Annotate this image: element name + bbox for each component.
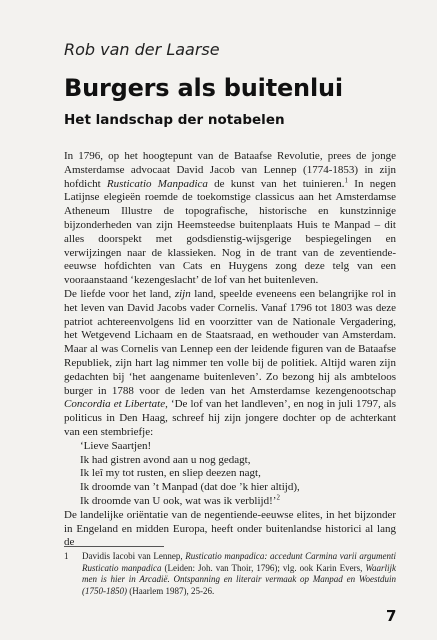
footnote-number: 1 [64,551,69,561]
poem-line: Ik droomde van U ook, wat was ik verblijd!’$^2$ [80,493,280,507]
author-name: Rob van der Laarse [64,40,220,59]
emphasis: zijn [174,287,191,300]
footnote-ref: 1 [344,175,349,184]
footnote-ref: 2 [276,493,280,502]
footnote [64,551,396,597]
footnote-divider [64,546,164,547]
chapter-title: Burgers als buitenlui [64,74,343,102]
work-title: Rusticatio Manpadica [106,177,208,190]
paragraph-3: De landelijke oriëntatie van de negentiende-eeuwse elites, in het bijzonder in Engeland en midden Europa, heeft onder buitenlandse historici al lang de [64,508,396,549]
paragraph-1: In 1796, op het hoogtepunt van de Bataafse Revolutie, prees de jonge Amsterdamse advocaat David Jacob van Lennep (1774-1853) in zijn hofdicht Rusticatio Manpadica de kunst van het tuinieren.$^1$ In negen Latijnse elegieën roemde de toekomstige classicus aan het Amsterdamse Atheneum Illustre de topografische, historische en kunstzinnige bijzonderheden van zijn Heemsteedse buitenplaats Huis te Manpad – dit alles doorspekt met godsdienstig-wijsgerige bespiegelingen en verwijzingen naar de klassieken. Nog in de trant van de zeventiende-eeuwse hofdichten van Cats en Huygens zong deze telg van een vooraanstaand ‘kezengeslacht’ de lof van het buitenleven. [64,150,396,287]
chapter-subtitle: Het landschap der notabelen [64,112,285,128]
society-name: Concordia et Libertate [64,398,166,411]
poem-quote [64,440,396,509]
page-number: 7 [386,607,397,625]
body-text [64,150,396,550]
poem-line: Ik had gistren avond aan u nog gedagt, [80,453,251,466]
paragraph-2: De liefde voor het land, zijn land, speelde eveneens een belangrijke rol in het leven van David Jacobs vader Cornelis. Vanaf 1796 tot 1803 was deze patriot achtereenvolgens lid en voorzitter van de Nationale Vergadering, het Wetgevend Lichaam en de Staatsraad, en wethouder van Amsterdam. Maar al was Cornelis van Lennep een der leidende figuren van de Bataafse Republiek, zijn hart lag nimmer ten volle bij de politiek. Altijd waren zijn gedachten bij ‘het aangename buitenleven’. Zo bezong hij als ambteloos burger in 1788 voor de leden van het Amsterdamse kezengenootschap Concordia et Libertate, ‘De lof van het landleven’, en nog in juli 1797, als politicus in Den Haag, schreef hij zijn jongere dochter op de achterkant van een stembriefje: [64,287,397,438]
poem-line: Ik droomde van ’t Manpad (dat doe ’k hier altijd), [80,481,300,494]
poem-line: ‘Lieve Saartjen! [80,439,152,452]
footnote-text: Davidis Iacobi van Lennep, Rusticatio manpadica: accedunt Carmina varii argumenti Rusticatio manpadica (Leiden: Joh. van Thoir, 1796); vlg. ook Karin Evers, Waarlijk men is hier in Arcadië. Ontspanning en literair vermaak op Manpad en Woestduin (1750-1850) (Haarlem 1987), 25-26. [82,551,397,596]
poem-line: Ik leî my tot rusten, en sliep deezen nagt, [80,467,261,480]
